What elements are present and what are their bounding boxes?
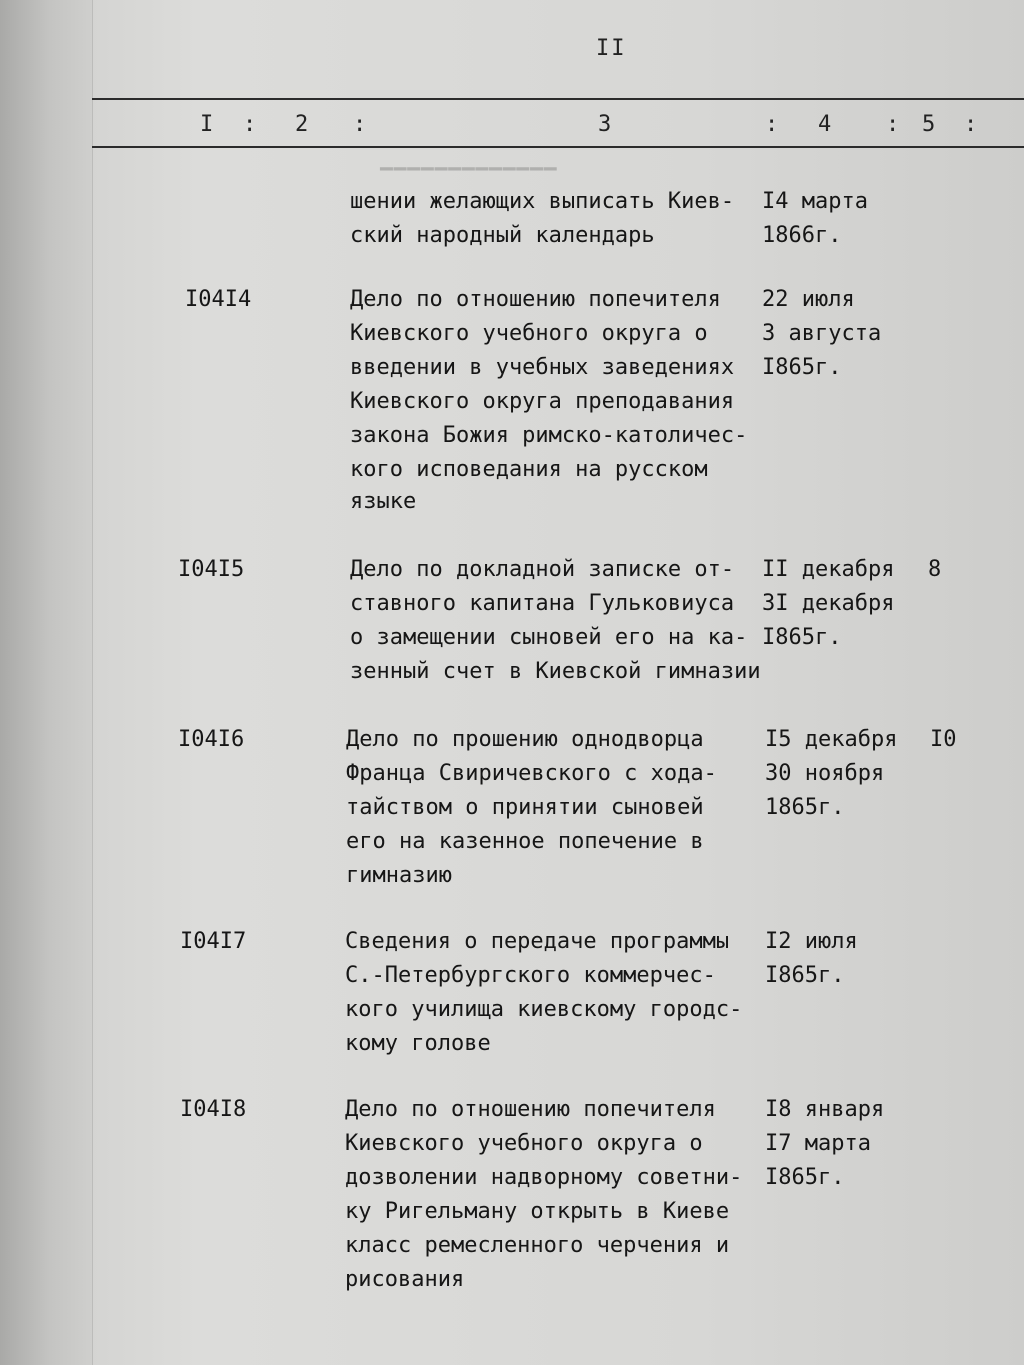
- record-date: 30 ноября: [765, 761, 885, 786]
- record-description-line: гимназию: [346, 863, 452, 888]
- record-description-line: его на казенное попечение в: [346, 829, 704, 854]
- record-description-line: кому голове: [345, 1031, 491, 1056]
- record-description-line: рисования: [345, 1267, 465, 1292]
- record-date: I865г.: [765, 1165, 845, 1190]
- header-col2: 2: [295, 112, 309, 137]
- record-date: 22 июля: [762, 287, 855, 312]
- record-description-line: Киевского учебного округа о: [345, 1131, 703, 1156]
- record-date: I2 июля: [765, 929, 858, 954]
- record-number: I04I8: [180, 1097, 247, 1122]
- bleed-through-decoration: ▔▔▔▔▔▔▔▔▔▔▔▔▔: [380, 168, 558, 192]
- record-number: I04I7: [180, 929, 247, 954]
- header-top-rule: [92, 98, 1024, 100]
- record-description-line: закона Божия римско-католичес-: [350, 423, 748, 448]
- record-sheets: I0: [930, 727, 957, 752]
- record-number: I04I4: [185, 287, 252, 312]
- header-sep: :: [886, 112, 900, 137]
- header-sep: :: [243, 112, 257, 137]
- continuation-line: шении желающих выписать Киев-: [350, 189, 735, 214]
- record-description-line: тайством о принятии сыновей: [346, 795, 704, 820]
- continuation-line: ский народный календарь: [350, 223, 655, 248]
- continuation-date: 1866г.: [762, 223, 842, 248]
- record-description-line: С.-Петербургского коммерчес-: [345, 963, 716, 988]
- record-description-line: о замещении сыновей его на ка-: [350, 625, 748, 650]
- record-number: I04I6: [178, 727, 245, 752]
- record-date: 3 августа: [762, 321, 882, 346]
- record-description-line: Франца Свиричевского с хода-: [346, 761, 717, 786]
- header-sep: :: [353, 112, 367, 137]
- record-description-line: дозволении надворному советни-: [345, 1165, 743, 1190]
- record-date: I865г.: [762, 625, 842, 650]
- record-description-line: кого исповедания на русском: [350, 457, 708, 482]
- record-date: 3I декабря: [762, 591, 895, 616]
- record-description-line: Дело по прошению однодворца: [346, 727, 704, 752]
- record-date: I865г.: [762, 355, 842, 380]
- record-description-line: Дело по отношению попечителя: [350, 287, 721, 312]
- continuation-date: I4 марта: [762, 189, 868, 214]
- header-bottom-rule: [92, 146, 1024, 148]
- record-description-line: кого училища киевскому городс-: [345, 997, 743, 1022]
- record-date: I5 декабря: [765, 727, 898, 752]
- record-date: I7 марта: [765, 1131, 871, 1156]
- page-number: II: [596, 36, 627, 61]
- record-description-line: Киевского округа преподавания: [350, 389, 735, 414]
- header-sep: :: [765, 112, 779, 137]
- record-date: I8 января: [765, 1097, 885, 1122]
- record-sheets: 8: [928, 557, 942, 582]
- record-description-line: Киевского учебного округа о: [350, 321, 708, 346]
- record-date: II декабря: [762, 557, 895, 582]
- record-description-line: Сведения о передаче программы: [345, 929, 730, 954]
- record-description-line: Дело по отношению попечителя: [345, 1097, 716, 1122]
- adjacent-page-edge: [0, 0, 93, 1365]
- header-col1: I: [200, 112, 214, 137]
- record-description-line: ставного капитана Гульковиуса: [350, 591, 735, 616]
- header-col5: 5: [922, 112, 936, 137]
- header-sep: :: [964, 112, 978, 137]
- record-description-line: ку Ригельману открыть в Киеве: [345, 1199, 730, 1224]
- record-number: I04I5: [178, 557, 245, 582]
- header-col4: 4: [818, 112, 832, 137]
- record-date: I865г.: [765, 963, 845, 988]
- record-description-line: языке: [350, 489, 417, 514]
- record-description-line: зенный счет в Киевской гимназии: [350, 659, 761, 684]
- record-date: 1865г.: [765, 795, 845, 820]
- record-description-line: класс ремесленного черчения и: [345, 1233, 730, 1258]
- record-description-line: Дело по докладной записке от-: [350, 557, 735, 582]
- record-description-line: введении в учебных заведениях: [350, 355, 735, 380]
- header-col3: 3: [598, 112, 612, 137]
